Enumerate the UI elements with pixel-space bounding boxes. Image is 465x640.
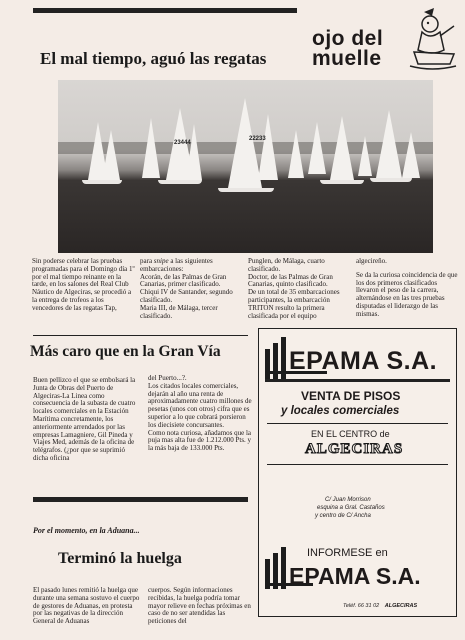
sail [142,118,160,178]
sail [186,124,202,180]
section-divider-thick [33,497,248,502]
advert-address2: esquina a Gral. Castaños [317,505,385,511]
sail [102,130,120,180]
advert-footer [343,603,417,609]
hull [370,178,412,182]
advert-phone: Teléf. 66 31 02 [343,603,380,609]
sail-number: 22233 [249,136,266,142]
article2-headline: Más caro que en la Gran Vía [30,343,221,360]
article1-text: algecireño. [356,257,387,265]
result-item: Chiqui IV de Santander, segundo clasificado. [140,288,233,304]
top-rule [33,8,297,13]
article1-column-2 [140,258,244,320]
sail [330,116,354,180]
article3-kicker: Por el momento, en la Aduana... [33,526,140,535]
article3-headline: Terminó la huelga [58,550,182,567]
advert-address1: C/ Juan Morrison [325,497,371,503]
section-logo-line2: muelle [312,47,382,70]
regatta-photo [58,80,433,253]
section-logo-line1: ojo del [312,27,384,50]
article3-column-1 [33,587,143,637]
article1-text: Sin poderse celebrar las pruebas programadas para el Domingo día 1º por el mal tiempo reinante en la tarde, en los salones del Real Club Náutico de Algeciras, se procedió a la entrega de trofeos a los vencedores de las regatas Tap, [32,257,135,312]
article1-column-1 [32,258,136,313]
article3-text: El pasado lunes remitió la huelga que durante una semana sostuvo el cuerpo de gestores de Aduanas, en protesta por las negativas de la dirección General de Aduanas [33,587,140,626]
sail-number: 23444 [174,140,191,146]
hull [218,188,274,192]
section-divider [33,335,248,336]
article2-column-1 [33,377,141,463]
article1-headline: El mal tiempo, aguó las regatas [40,49,267,68]
article1-column-4 [356,258,458,319]
advert-city: ALGECIRAS [305,441,404,457]
advert-tagline1: VENTA DE PISOS [301,389,401,403]
sail [258,114,278,180]
sail [288,130,304,178]
result-item: Maria III, de Málaga, tercer clasificado. [140,303,218,320]
article2-column-2 [148,375,252,453]
advert-divider [267,464,448,465]
sail [376,110,402,178]
sail [308,122,326,174]
article1-text: Se da la curiosa coincidencia de que los dos primeros clasificados llevaron el peso de la carrera, alternándose en las tres pruebas disputadas el liderazgo de las mismas. [356,270,458,318]
epama-advert [258,328,457,617]
advert-tagline2: y locales comerciales [281,405,400,417]
sail [358,136,372,176]
article1-text: Punglen, de Málaga, cuarto clasificado. [248,257,325,273]
advert-brand2: EPAMA S.A. [289,563,421,589]
advert-brand: EPAMA S.A. [289,347,438,375]
section-logo [308,28,458,74]
hull [320,180,364,184]
sailor-cartoon-icon [404,6,460,72]
hull [158,180,202,184]
article1-text: Doctor, de las Palmas de Gran Canarias, quinto clasificado. [248,272,333,289]
sail [402,132,420,178]
article3-column-2 [148,587,252,637]
sail [228,98,262,188]
article1-intro: para snipe a las siguientes embarcaciones: [140,257,213,273]
result-item: Acorán, de las Palmas de Gran Canarias, primer clasificado. [140,272,227,289]
article2-text: del Puerto...?. [148,374,187,382]
article2-text: Buen pellizco el que se embolsará la Junta de Obras del Puerto de Algeciras-La Linea como consecuencia de la subasta de cuatro locales comerciales en la Estación Marítima concretamente, los anteriormente arrendados por las empresas Lamagniere, Gil Pineda y Viajes Med, además de la oficina de telégrafos. (¿por que se suprimió dicha oficina [33,376,136,462]
advert-divider [267,423,448,424]
advert-city-footer: ALGECIRAS [384,603,418,609]
advert-location-prefix: EN EL CENTRO de [311,429,390,439]
advert-info-label: INFORMESE en [307,547,388,559]
article3-text: cuerpos. Según informaciones recibidas, la huelga podría tomar mayor relieve en fechas próximas en caso de no ser atendidas las peticiones del [148,587,251,626]
article2-text: Los citados locales comerciales, dejarán al año una renta de aproximadamente cuatro millones de pesetas (unos con otros) cifra que es superior a lo que cobrará porsieron los diecisiete concursantes. [148,381,252,429]
hull [82,180,122,184]
article2-text: Como nota curiosa, añadamos que la puja mas alta fue de 1.212.000 Pts. y la más baja de 133.000 Pts. [148,428,252,453]
advert-address3: y centro de C/ Ancha [315,513,371,519]
advert-brand-rule [265,379,450,382]
article1-text: De un total de 35 embarcaciones participantes, la embarcación TRITON resulto la primera clasificada por el equipo [248,288,340,320]
article1-column-3 [248,258,352,320]
